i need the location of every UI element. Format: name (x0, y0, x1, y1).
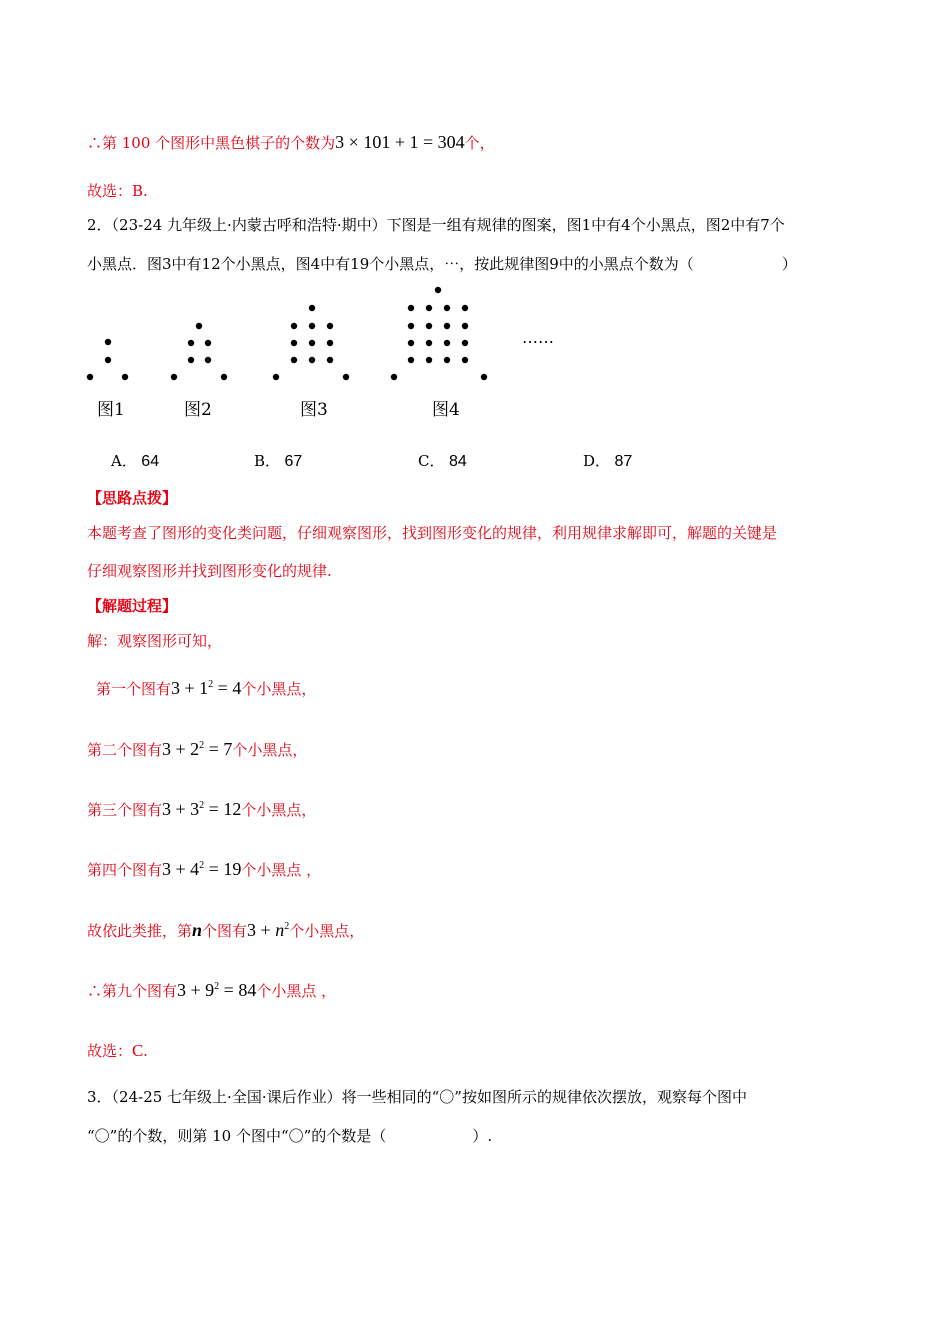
step-1-rest: = 4 (213, 678, 242, 698)
ninth-exp: 2 (214, 981, 220, 992)
dot (408, 357, 414, 363)
option-a-value: 64 (141, 453, 160, 470)
option-d[interactable] (583, 450, 632, 471)
ninth-result (87, 979, 336, 1002)
step-3-rest: = 12 (204, 799, 242, 819)
therefore-text: ∴第 100 个图形中黑色棋子的个数为 (87, 134, 336, 152)
dot (122, 374, 128, 380)
step-2 (87, 738, 307, 761)
dot (343, 374, 349, 380)
step-3-suffix: 个小黑点， (241, 801, 317, 819)
dot (205, 357, 211, 363)
q2-stem-line1 (87, 214, 785, 236)
dot (444, 323, 450, 329)
q3-number: 3． (87, 1088, 112, 1106)
q2-stem-text: 下图是一组有规律的图案，图1中有4个小黑点，图2中有7个 (386, 216, 785, 234)
step-2-exp: 2 (199, 740, 205, 751)
q2-stem2-a: 小黑点．图3中有12个小黑点，图4中有19个小黑点， (87, 255, 445, 273)
q2-stem2-b: ⋯，按此规律图9中的小黑点个数为（ (444, 255, 694, 273)
dot (462, 305, 468, 311)
dot (291, 340, 297, 346)
hint-line-2: 仔细观察图形并找到图形变化的规律. (87, 562, 332, 580)
step-3-base: 3 + 3 (162, 799, 200, 819)
figure-3 (273, 305, 349, 380)
step-4 (87, 858, 321, 881)
step-1 (96, 677, 316, 700)
step-4-suffix: 个小黑点 ， (241, 861, 322, 879)
ninth-prefix: ∴第九个图有 (87, 982, 178, 1000)
dot (188, 340, 194, 346)
step-3-prefix: 第三个图有 (87, 801, 163, 819)
dot (309, 323, 315, 329)
option-c-value: 84 (448, 453, 467, 470)
step-4-prefix: 第四个图有 (87, 861, 163, 879)
dot (105, 357, 111, 363)
dot (291, 357, 297, 363)
option-a[interactable] (111, 450, 159, 471)
q2-choice (87, 1040, 148, 1062)
dot (171, 374, 177, 380)
ninth-suffix: 个小黑点 ， (256, 982, 337, 1000)
q2-choice-letter: C. (132, 1041, 148, 1060)
q3-stem2-a: “〇”的个数，则第 10 个图中“〇”的个数是（ (87, 1127, 387, 1145)
figure-label-1: 图1 (97, 400, 125, 420)
dot (462, 357, 468, 363)
general-n: n (192, 920, 203, 940)
step-1-base: 3 + 1 (171, 678, 209, 698)
dot (462, 340, 468, 346)
figure-label-4: 图4 (432, 400, 460, 420)
hint-title: 【思路点拨】 (87, 489, 178, 507)
option-a-key: A． (111, 452, 137, 470)
q2-stem-line2 (87, 253, 797, 275)
step-3-exp: 2 (199, 800, 205, 811)
dot (105, 339, 111, 345)
process-title: 【解题过程】 (87, 597, 178, 615)
option-c-key: C． (418, 452, 445, 470)
dot (87, 374, 93, 380)
therefore-suffix: 个， (464, 134, 495, 152)
dot (188, 357, 194, 363)
step-4-base: 3 + 4 (162, 859, 200, 879)
general-exp: 2 (284, 921, 290, 932)
dot (309, 305, 315, 311)
step-4-rest: = 19 (204, 859, 242, 879)
dot (426, 323, 432, 329)
dot (309, 340, 315, 346)
general-mid: 个图有 (202, 922, 248, 940)
dot (205, 340, 211, 346)
q2-stem2-c: ） (781, 255, 797, 273)
dot (327, 323, 333, 329)
q2-number: 2． (87, 216, 112, 234)
solution-intro: 解：观察图形可知， (87, 632, 223, 650)
dot (444, 305, 450, 311)
option-b[interactable] (254, 450, 302, 471)
q3-stem-line1 (87, 1086, 747, 1108)
option-d-key: D． (583, 452, 611, 470)
figure-label-3: 图3 (300, 400, 328, 420)
hint-line-1: 本题考查了图形的变化类问题，仔细观察图形，找到图形变化的规律，利用规律求解即可，解题的关键是 (87, 524, 778, 542)
dot (408, 323, 414, 329)
dot (196, 323, 202, 329)
figure-1 (87, 339, 128, 380)
step-2-rest: = 7 (204, 739, 233, 759)
general-suffix: 个小黑点， (289, 922, 365, 940)
step-2-prefix: 第二个图有 (87, 741, 163, 759)
dot (408, 305, 414, 311)
dot (291, 323, 297, 329)
ninth-rest: = 84 (219, 980, 257, 1000)
dot (481, 374, 487, 380)
option-d-value: 87 (614, 453, 633, 470)
q3-stem-text: 将一些相同的“〇”按如图所示的规律依次摆放，观察每个图中 (341, 1088, 747, 1106)
figure-2 (171, 323, 227, 380)
dot (273, 374, 279, 380)
dot (327, 357, 333, 363)
q3-stem2-b: ）. (472, 1127, 493, 1145)
dot (221, 374, 227, 380)
dot (444, 357, 450, 363)
step-2-suffix: 个小黑点， (232, 741, 308, 759)
therefore-line (87, 131, 495, 154)
step-3 (87, 798, 316, 821)
step-1-exp: 2 (208, 679, 214, 690)
dot (327, 340, 333, 346)
figure-4 (391, 287, 487, 380)
general-base: 3 + (247, 920, 276, 940)
dot (462, 323, 468, 329)
option-b-key: B． (254, 452, 281, 470)
dot (426, 340, 432, 346)
ninth-base: 3 + 9 (177, 980, 215, 1000)
dot (408, 340, 414, 346)
option-b-value: 67 (284, 453, 303, 470)
dot (435, 287, 441, 293)
dot (444, 340, 450, 346)
q2-source: （23-24 九年级上·内蒙古呼和浩特·期中） (111, 216, 387, 234)
dot (426, 305, 432, 311)
step-4-exp: 2 (199, 860, 205, 871)
step-2-base: 3 + 2 (162, 739, 200, 759)
dot (426, 357, 432, 363)
prev-choice: 故选：B. (87, 182, 148, 200)
figure-label-2: 图2 (184, 400, 212, 420)
figure-ellipsis: …… (522, 328, 554, 347)
q3-stem-line2 (87, 1125, 492, 1147)
q3-source: （24-25 七年级上·全国·课后作业） (111, 1088, 342, 1106)
dot-pattern-figure (80, 280, 600, 430)
step-1-prefix: 第一个图有 (96, 680, 172, 698)
option-c[interactable] (418, 450, 467, 471)
general-prefix: 故依此类推，第 (87, 922, 193, 940)
dot (391, 374, 397, 380)
general-rule: 故依此类推，第n个图有$3 + n^2$个小黑点， (87, 920, 365, 940)
step-1-suffix: 个小黑点， (241, 680, 317, 698)
q2-choice-prefix: 故选： (87, 1042, 133, 1060)
therefore-expression: 3 × 101 + 1 = 304 (335, 132, 465, 152)
dot (309, 357, 315, 363)
